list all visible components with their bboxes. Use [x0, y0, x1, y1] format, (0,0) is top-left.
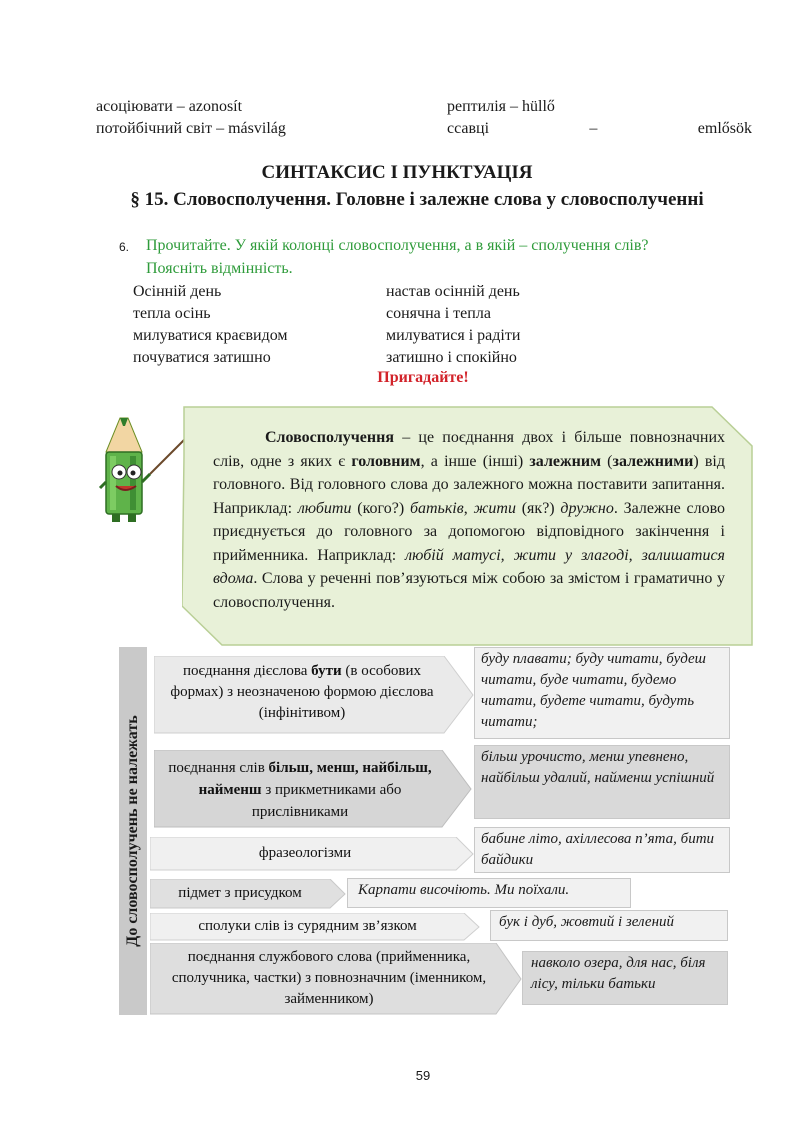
row2-text: поєднання слів: [168, 760, 269, 776]
row5-example: бук і дуб, жовтий і зелений: [490, 910, 728, 941]
row6-label: [154, 947, 504, 1010]
row2-text: з прикметниками або прислівниками: [251, 782, 402, 820]
rule-text-part: – це поєднання двох і більше повнозначних слів, одне з яких є: [213, 429, 725, 470]
column-2: [386, 281, 520, 369]
page-number: 59: [415, 1068, 431, 1083]
column-1: [133, 281, 288, 369]
row4-text: підмет з присудком: [178, 885, 302, 901]
section-title: СИНТАКСИС І ПУНКТУАЦІЯ: [261, 162, 533, 183]
row2-example: більш урочисто, менш упевнено, найбільш удалий, найменш успішний: [474, 745, 730, 819]
col2-item: затишно і спокійно: [386, 349, 517, 366]
rule-example: дружно: [560, 499, 614, 517]
col2-item: милуватися і радіти: [386, 327, 521, 344]
rule-text-part: . Залежне слово приєднується до головного за допомогою відповідного закінчення і прийменника. Наприклад:: [213, 499, 726, 564]
vocab-row-2-right: [447, 118, 752, 140]
row2-label: [160, 757, 440, 823]
row1-label: [160, 661, 444, 724]
row4-label: [150, 883, 330, 904]
exercise-number: 6.: [119, 240, 130, 254]
row1-bold: бути: [311, 663, 342, 679]
row4-example: Карпати височіють. Ми поїхали.: [347, 878, 631, 908]
rule-example: любій матусі, жити у злагоді, залишатися вдома: [213, 546, 725, 587]
rule-example: батьків: [409, 499, 464, 517]
rule-bold-dependents: залежними: [612, 452, 694, 470]
rule-text-part: (: [600, 452, 613, 470]
rule-example: жити: [473, 499, 516, 517]
remember-label: Пригадайте!: [377, 369, 469, 386]
col2-item: настав осінній день: [386, 283, 520, 300]
pencil-mascot-icon: [92, 416, 192, 526]
rule-text-part: (кого?): [351, 499, 410, 517]
exercise-instruction-1: Прочитайте. У якій колонці словосполучення, а в якій – сполучення слів?: [146, 237, 649, 254]
vocab-row-1-left: асоціювати – azonosít: [96, 98, 243, 115]
col2-item: сонячна і тепла: [386, 305, 491, 322]
rule-bold-dependent: залежним: [529, 452, 601, 470]
exercise-instruction-2: Поясніть відмінність.: [146, 260, 293, 277]
rule-text-part: ,: [463, 499, 474, 517]
rule-text-part: (як?): [515, 499, 561, 517]
vocab-hu: emlősök: [697, 120, 752, 137]
rule-text-part: . Слова у реченні пов’язуються між собою за змістом і граматично у словосполучення.: [213, 570, 725, 611]
row3-text: фразеологізми: [258, 845, 352, 861]
vocab-ua: ссавці: [447, 120, 490, 137]
row1-example: буду плавати; буду читати, будеш читати, буде читати, будемо читати, будете читати, будуть читати;: [474, 647, 730, 739]
diagram-vertical-label: До словосполучень не належать: [124, 715, 141, 947]
vocab-dash: –: [589, 120, 598, 137]
row2-bold: більш, менш, найбільш, найменш: [198, 760, 432, 798]
row3-example: бабине літо, ахіллесова п’ята, бити байдики: [474, 827, 730, 873]
col1-item: тепла осінь: [133, 305, 211, 322]
vocab-row-2-left: потойбічний світ – másvilág: [96, 120, 286, 137]
rule-text-part: ) від головного. Від головного слова до залежного можна поставити запитання. Наприклад:: [213, 452, 726, 517]
row3-label: [150, 843, 460, 864]
rule-text: [213, 426, 725, 614]
row6-text: поєднання службового слова (прийменника, сполучника, частки) з повнозначним (іменником, займенником): [171, 949, 487, 1007]
rule-term: Словосполучення: [265, 429, 394, 446]
row1-text: (в особових формах) з неозначеною формою дієслова (інфінітивом): [170, 663, 434, 721]
col1-item: почуватися затишно: [133, 349, 271, 366]
rule-text-part: , а інше (інші): [420, 452, 530, 470]
row5-text: сполуки слів із сурядним зв’язком: [198, 918, 417, 934]
paragraph-title: § 15. Словосполучення. Головне і залежне слова у словосполученні: [130, 189, 704, 210]
rule-example: любити: [297, 499, 352, 517]
rule-bold-main: головним: [351, 452, 421, 470]
col1-item: милуватися краєвидом: [133, 327, 288, 344]
row5-label: [150, 916, 465, 937]
vocab-row-1-right: рептилія – hüllő: [447, 98, 555, 115]
row1-text: поєднання дієслова: [183, 663, 312, 679]
col1-item: Осінній день: [133, 283, 222, 300]
row6-example: навколо озера, для нас, біля лісу, тільки батьки: [522, 951, 728, 1005]
